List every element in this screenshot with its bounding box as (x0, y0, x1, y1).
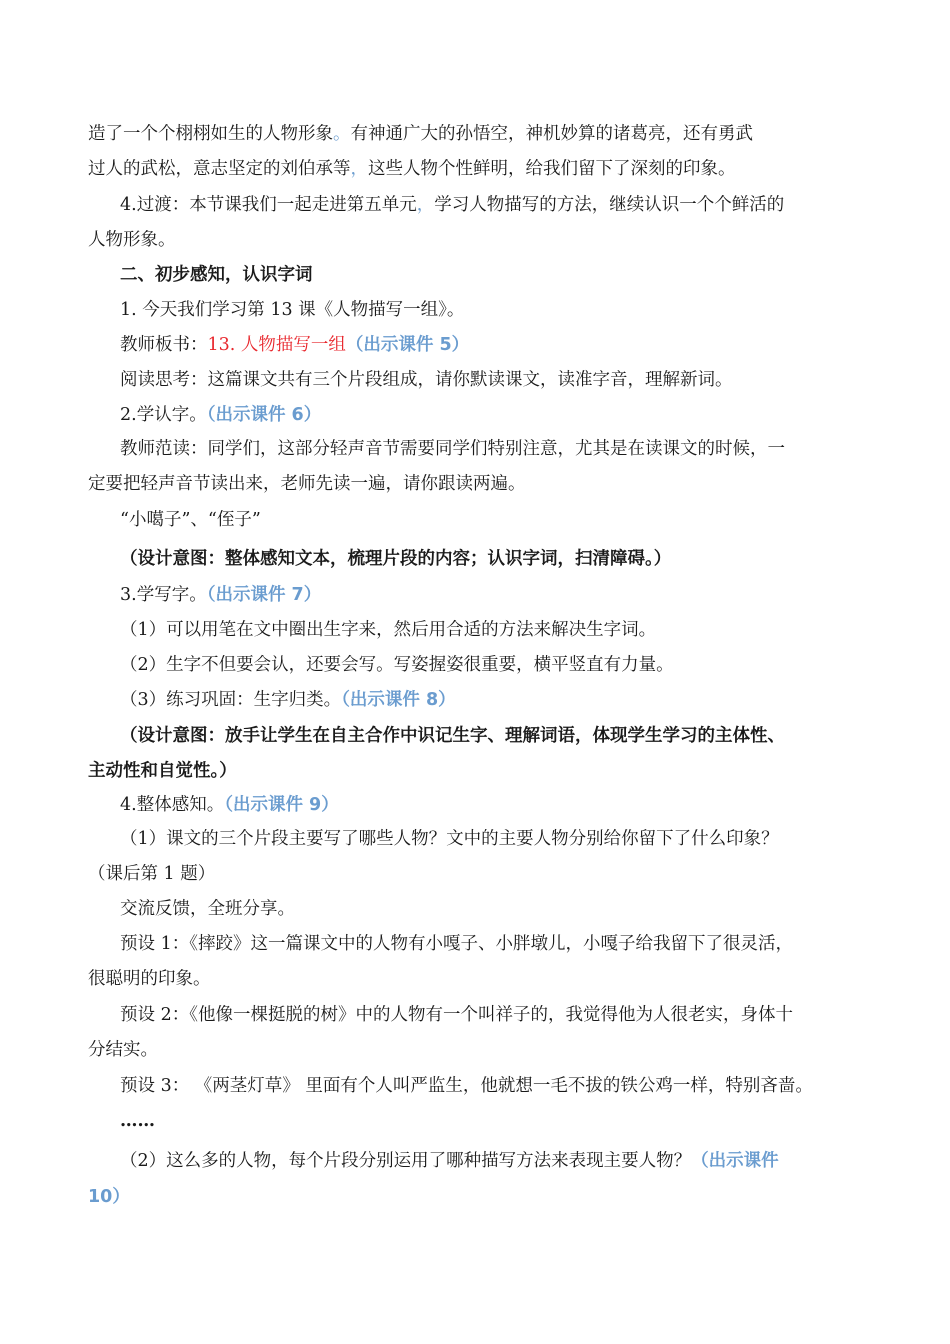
paragraph-line: （课后第 1 题） (88, 864, 216, 884)
courseware-ref: （出示课件 5） (345, 335, 470, 355)
courseware-ref: （出示课件 (691, 1151, 779, 1171)
design-intent: 主动性和自觉性。） (88, 761, 237, 781)
paragraph-line: “小噶子”、“侄子” (120, 510, 261, 530)
courseware-ref: （出示课件 6） (206, 405, 322, 425)
paragraph-line: 预设 3： 《两茎灯草》 里面有个人叫严监生，他就想一毛不拔的铁公鸡一样，特别吝啬。 (120, 1076, 813, 1096)
section-heading: 二、初步感知，认识字词 (120, 265, 313, 285)
paragraph-line: 预设 1：《摔跤》这一篇课文中的人物有小嘎子、小胖墩儿，小嘎子给我留下了很灵活， (120, 934, 793, 954)
courseware-ref: 10） (88, 1187, 130, 1207)
paragraph-line: （1）课文的三个片段主要写了哪些人物？文中的主要人物分别给你留下了什么印象？ (120, 829, 779, 849)
paragraph-line: 分结实。 (88, 1040, 158, 1060)
paragraph-line: （2）这么多的人物，每个片段分别运用了哪种描写方法来表现主要人物？（出示课件 (120, 1151, 779, 1171)
paragraph-line: 过人的武松，意志坚定的刘伯承等，这些人物个性鲜明，给我们留下了深刻的印象。 (88, 159, 736, 179)
paragraph-line: 3.学写字。（出示课件 7） (120, 585, 322, 605)
board-title: 13. 人物描写一组 (207, 335, 346, 355)
courseware-ref: （出示课件 8） (341, 690, 456, 710)
design-intent: （设计意图：放手让学生在自主合作中识记生字、理解词语，体现学生学习的主体性、 (120, 726, 785, 746)
paragraph-line: 定要把轻声音节读出来，老师先读一遍，请你跟读两遍。 (88, 474, 526, 494)
paragraph-line: 教师范读：同学们，这部分轻声音节需要同学们特别注意，尤其是在读课文的时候，一 (120, 439, 785, 459)
paragraph-line: 交流反馈，全班分享。 (120, 899, 295, 919)
paragraph-line: 2.学认字。（出示课件 6） (120, 405, 322, 425)
paragraph-line: 造了一个个栩栩如生的人物形象。有神通广大的孙悟空，神机妙算的诸葛亮，还有勇武 (88, 124, 753, 144)
design-intent: （设计意图：整体感知文本，梳理片段的内容；认识字词，扫清障碍。） (120, 549, 672, 569)
paragraph-line: （1）可以用笔在文中圈出生字来，然后用合适的方法来解决生字词。 (120, 620, 657, 640)
paragraph-line: 教师板书：13. 人物描写一组（出示课件 5） (120, 335, 470, 355)
paragraph-line: 预设 2：《他像一棵挺脱的树》中的人物有一个叫祥子的，我觉得他为人很老实，身体十 (120, 1005, 793, 1025)
paragraph-line: 1. 今天我们学习第 13 课《人物描写一组》。 (120, 300, 465, 320)
courseware-ref: （出示课件 9） (224, 795, 339, 815)
paragraph-line: 4.整体感知。（出示课件 9） (120, 795, 339, 815)
paragraph-line: （3）练习巩固：生字归类。（出示课件 8） (120, 690, 456, 710)
paragraph-line: 4.过渡：本节课我们一起走进第五单元，学习人物描写的方法，继续认识一个个鲜活的 (120, 195, 785, 215)
paragraph-line: 人物形象。 (88, 230, 176, 250)
courseware-ref: （出示课件 7） (206, 585, 322, 605)
ellipsis: …… (120, 1111, 155, 1131)
paragraph-line: 很聪明的印象。 (88, 969, 211, 989)
paragraph-line: （2）生字不但要会认，还要会写。写姿握姿很重要，横平竖直有力量。 (120, 655, 674, 675)
paragraph-line: 阅读思考：这篇课文共有三个片段组成，请你默读课文，读准字音，理解新词。 (120, 370, 733, 390)
